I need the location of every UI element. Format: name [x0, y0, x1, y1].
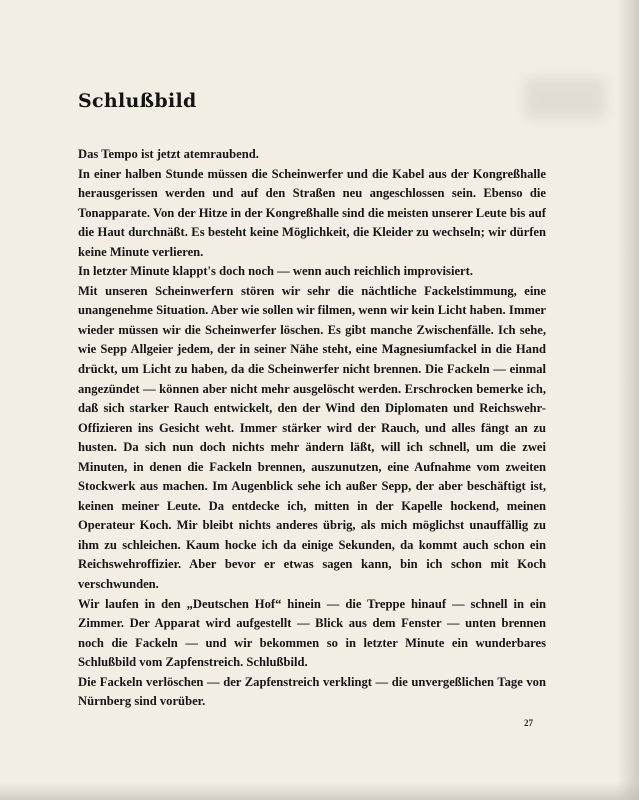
paragraph: Das Tempo ist jetzt atemraubend. [78, 147, 259, 161]
page-number: 27 [524, 718, 533, 728]
page-edge-shadow [617, 0, 639, 800]
body-text [78, 145, 546, 712]
paragraph: Wir laufen in den „Deutschen Hof“ hinein — die Treppe hinauf — schnell in ein Zimmer. Der Apparat wird aufgestellt — Blick aus dem Fenster — unten brennen noch die Fackeln — und wir bekommen so in letzter Minute ein wunderbares Schlußbild vom Zapfenstreich. Schlußbild. [78, 596, 546, 670]
paragraph: In letzter Minute klappt's doch noch — wenn auch reichlich improvisiert. [78, 264, 473, 279]
paragraph: Mit unseren Scheinwerfern stören wir sehr die nächtliche Fackelstimmung, eine unangenehme Situation. Aber wie sollen wir filmen, wenn wir kein Licht haben. Immer wieder müssen wir die Scheinwerfer löschen. Es gibt manche Zwischenfälle. Ich sehe, wie Sepp Allgeier jedem, der in seiner Nähe steht, eine Magnesiumfackel in die Hand drückt, um Licht zu haben, da die Scheinwerfer nicht brennen. Die Fackeln — einmal angezündet — können aber nicht mehr ausgelöscht werden. Erschrocken bemerke ich, daß sich starker Rauch entwickelt, den der Wind den Diplomaten und Reichswehr-Offizieren ins Gesicht weht. Immer stärker wird der Rauch, und alles fängt an zu husten. Da sich nun doch nichts mehr ändern läßt, will ich schnell, um die zwei Minuten, in denen die Fackeln brennen, auszunutzen, eine Aufnahme vom zweiten Stockwerk aus machen. Im Augenblick sehe ich außer Sepp, der aber beschäftigt ist, keinen meiner Leute. Da entdecke ich, mitten in der Kapelle hockend, meinen Operateur Koch. Mir bleibt nichts anderes übrig, als mich möglichst unauffällig zu ihm zu schleichen. Kaum hocke ich da einige Sekunden, da kommt auch schon ein Reichswehroffizier. Aber bevor er etwas sagen kann, bin ich schon mit Koch verschwunden. [78, 283, 546, 592]
paragraph: Die Fackeln verlöschen — der Zapfenstreich verklingt — die unvergeßlichen Tage von Nürnberg sind vorüber. [78, 674, 546, 709]
paragraph: In einer halben Stunde müssen die Scheinwerfer und die Kabel aus der Kongreßhalle herausgerissen werden und auf den Straßen neu angeschlossen sein. Ebenso die Tonapparate. Von der Hitze in der Kongreßhalle sind die meisten unserer Leute bis auf die Haut durchnäßt. Es besteht keine Möglichkeit, die Kleider zu wechseln; wir dürfen keine Minute verlieren. [78, 166, 546, 259]
chapter-heading: Schlußbild [78, 90, 197, 112]
show-through-smudge [525, 78, 605, 118]
page-bottom-shadow [0, 782, 639, 800]
